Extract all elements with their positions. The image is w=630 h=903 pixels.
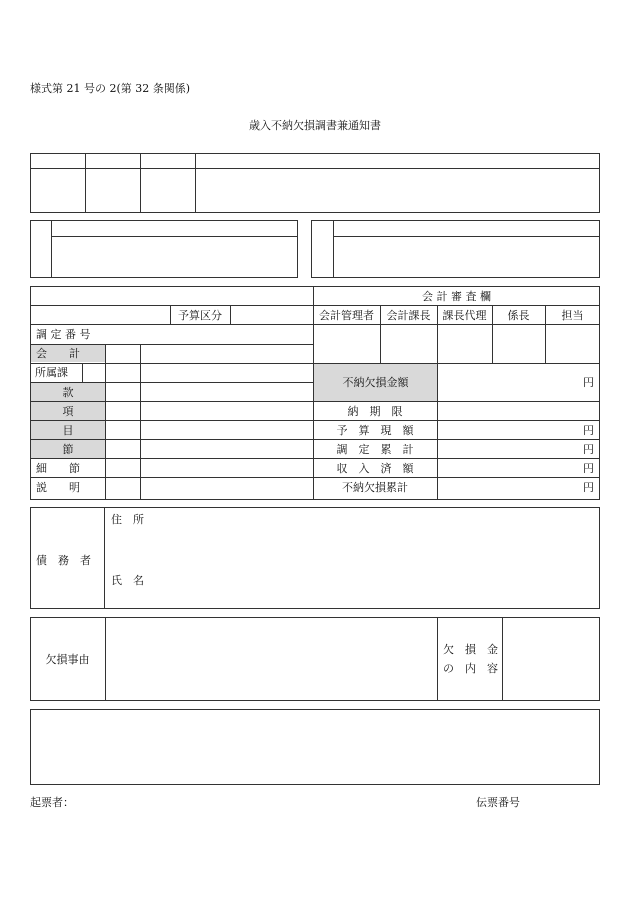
- l-row-3: [30, 344, 313, 345]
- top-box: [30, 153, 600, 213]
- address-box-left-row: [51, 236, 298, 237]
- audit-col-tanto: 担当: [561, 309, 584, 322]
- audit-col-kaikei-kanrisha: 会計管理者: [319, 309, 374, 322]
- debtor-address-label: 住 所: [111, 513, 144, 526]
- l-row-2: [30, 324, 313, 325]
- r-row-4: [313, 401, 600, 402]
- label-moku: 目: [62, 424, 74, 437]
- l-row-4: [30, 363, 313, 364]
- label-funo-kesson-ruikei: 不納欠損累計: [342, 481, 408, 494]
- address-box-right-row: [333, 236, 600, 237]
- yen-funo-kesson-gaku: 円: [583, 376, 594, 389]
- l-row-5: [30, 382, 313, 383]
- top-box-col-3: [195, 153, 196, 213]
- l-v-yosan-2: [230, 305, 231, 324]
- loss-divider-1: [105, 617, 106, 701]
- remarks-box: [30, 709, 600, 785]
- yen-funo-kesson-ruikei: 円: [583, 481, 594, 494]
- page-title: 歳入不納欠損調書兼通知書: [249, 119, 381, 132]
- loss-divider-2: [437, 617, 438, 701]
- r-row-5: [313, 420, 600, 421]
- loss-content-label-1: 欠 損 金: [443, 643, 498, 656]
- label-yosan-gengaku: 予 算 現 額: [336, 424, 414, 437]
- yen-yosan-gengaku: 円: [583, 424, 594, 437]
- loss-divider-3: [502, 617, 503, 701]
- label-tyotei-bango: 調 定 番 号: [36, 328, 91, 341]
- r-row-8: [313, 477, 600, 478]
- label-setsu: 節: [62, 443, 74, 456]
- label-kou: 項: [62, 405, 74, 418]
- l-v-label: [105, 344, 106, 500]
- debtor-divider: [104, 507, 105, 609]
- debtor-name-label: 氏 名: [111, 574, 144, 587]
- label-kan: 款: [62, 386, 74, 399]
- top-box-col-2: [140, 153, 141, 213]
- address-box-left: [30, 220, 298, 278]
- r-row-7: [313, 458, 600, 459]
- label-setsumei: 説 明: [36, 481, 80, 494]
- form-number: 様式第 21 号の 2(第 32 条関係): [30, 82, 191, 95]
- top-box-col-1: [85, 153, 86, 213]
- label-shunyu-zumigaku: 収 入 済 額: [336, 462, 414, 475]
- audit-header: 会 計 審 査 欄: [422, 290, 491, 303]
- loss-reason-label: 欠損事由: [45, 653, 90, 666]
- loss-reason-box: [30, 617, 600, 701]
- l-row-1: [30, 305, 313, 306]
- label-kaikei: 会 計: [36, 347, 80, 360]
- top-box-divider: [30, 168, 600, 169]
- l-row-6: [30, 401, 313, 402]
- l-row-8: [30, 439, 313, 440]
- debtor-label: 債 務 者: [36, 554, 91, 567]
- address-box-right: [311, 220, 600, 278]
- l-row-9: [30, 458, 313, 459]
- label-tyotei-ruikei: 調 定 累 計: [336, 443, 414, 456]
- label-saisetsu: 細 節: [36, 462, 80, 475]
- audit-col-kakaricho: 係長: [507, 309, 530, 322]
- budget-class-label: 予算区分: [178, 309, 222, 322]
- audit-col-kaikei-kacho: 会計課長: [386, 309, 431, 322]
- slip-number-label: 伝票番号: [476, 796, 520, 809]
- r-v-2: [437, 305, 438, 500]
- label-nouki-gen: 納 期 限: [347, 405, 403, 418]
- address-box-left-col: [51, 220, 52, 278]
- audit-col-kacho-dairi: 課長代理: [442, 309, 487, 322]
- r-row-1: [313, 305, 600, 306]
- loss-content-label-2: の 内 容: [443, 662, 498, 675]
- yen-tyotei-ruikei: 円: [583, 443, 594, 456]
- drafter-label: 起票者：: [30, 796, 74, 809]
- l-v-shozoku: [82, 363, 83, 382]
- r-row-3: [313, 363, 600, 364]
- label-funo-kesson-gaku: 不納欠損金額: [342, 376, 409, 389]
- l-row-7: [30, 420, 313, 421]
- l-v-code: [140, 344, 141, 500]
- label-shozokuka: 所属課: [35, 366, 68, 379]
- r-row-2: [313, 324, 600, 325]
- address-box-right-col: [333, 220, 334, 278]
- l-row-10: [30, 477, 313, 478]
- yen-shunyu-zumigaku: 円: [583, 462, 594, 475]
- r-row-6: [313, 439, 600, 440]
